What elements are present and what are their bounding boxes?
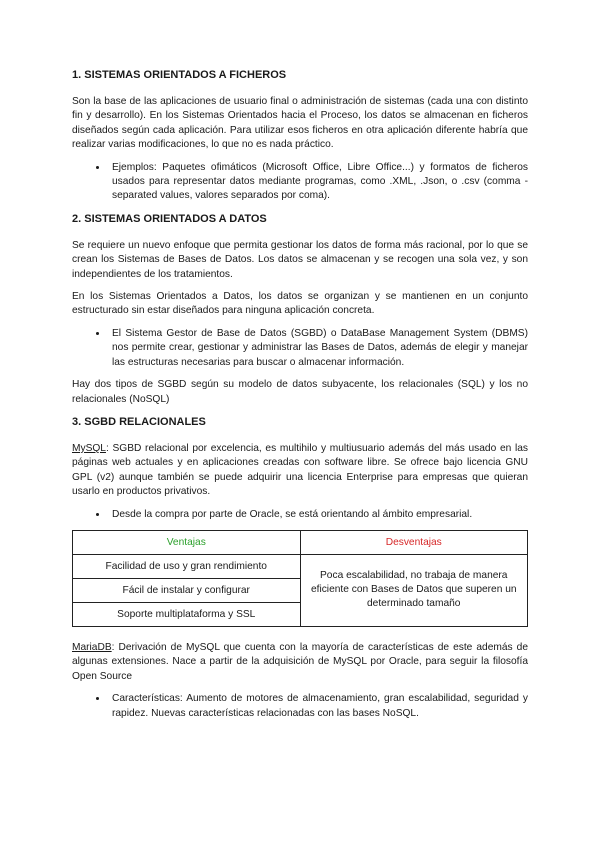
table-row [73, 554, 528, 578]
section-1-list [72, 161, 528, 204]
mariadb-term: MariaDB [72, 641, 112, 653]
table-header-row [73, 530, 528, 554]
desventaja-cell: Poca escalabilidad, no trabaja de manera eficiente con Bases de Datos que superen un determinado tamaño [300, 554, 528, 626]
section-2-bullet: • El Sistema Gestor de Base de Datos (SGBD) o DataBase Management System (DBMS) nos permite crear, gestionar y administrar las Bases de Datos, además de elegir y manejar las estructuras necesarias para buscar o almacenar información. [108, 327, 528, 370]
mysql-text: : SGBD relacional por excelencia, es multihilo y multiusuario además del más usado en las páginas web actuales y en aplicaciones creadas con software libre. Se ofrece bajo licencia GNU GPL (v2) aunque también se puede adquirir una licencia Enterprise para empresas que quieran usarlo en productos privativos. [72, 442, 528, 498]
ventaja-cell-2: Fácil de instalar y configurar [73, 578, 301, 602]
mariadb-paragraph [72, 641, 528, 684]
ventaja-cell-1: Facilidad de uso y gran rendimiento [73, 554, 301, 578]
section-2-heading: 2. SISTEMAS ORIENTADOS A DATOS [72, 212, 267, 225]
mysql-list [72, 508, 528, 522]
document-page [72, 68, 528, 729]
ventaja-cell-3: Soporte multiplataforma y SSL [73, 602, 301, 626]
mysql-bullet: • Desde la compra por parte de Oracle, se está orientando al ámbito empresarial. [108, 508, 528, 522]
mariadb-bullet: • Características: Aumento de motores de almacenamiento, gran escalabilidad, seguridad y rapidez. Nuevas características relacionadas con las bases NoSQL. [108, 692, 528, 721]
section-2-paragraph-2: En los Sistemas Orientados a Datos, los datos se organizan y se mantienen en un conjunto estructurado sin estar diseñados para ninguna aplicación concreta. [72, 291, 528, 317]
section-2-paragraph-1: Se requiere un nuevo enfoque que permita gestionar los datos de forma más racional, por lo que se crean los Sistemas de Bases de Datos. Los datos se almacenan y se recogen una sola vez, y son independientes de los tratamientos. [72, 239, 528, 280]
mariadb-text: : Derivación de MySQL que cuenta con la mayoría de características de este además de algunas extensiones. Nace a partir de la adquisición de MySQL por Oracle, para seguir la filosofía Open Source [72, 641, 528, 682]
header-ventajas: Ventajas [73, 530, 301, 554]
mysql-paragraph [72, 442, 528, 500]
mysql-term: MySQL [72, 442, 106, 454]
mysql-pros-cons-table [72, 530, 528, 627]
header-desventajas: Desventajas [300, 530, 528, 554]
section-1-heading: 1. SISTEMAS ORIENTADOS A FICHEROS [72, 69, 287, 81]
section-2-list [72, 327, 528, 370]
section-1-bullet: • Ejemplos: Paquetes ofimáticos (Microsoft Office, Libre Office...) y formatos de ficheros usados para representar datos mediante programas, como .XML, .Json, o .csv (comma - separated values, valores separados por coma). [108, 161, 528, 204]
section-2-paragraph-3: Hay dos tipos de SGBD según su modelo de datos subyacente, los relacionales (SQL) y los no relacionales (NoSQL) [72, 379, 528, 405]
section-1-paragraph: Son la base de las aplicaciones de usuario final o administración de sistemas (cada una con distinto fin y desarrollo). En los Sistemas Orientados hacia el Proceso, los datos se almacenan en ficheros diseñados según cada aplicación. Para utilizar esos ficheros en otra aplicación diferente habría que realizar varias modificaciones, lo que no es nada práctico. [72, 96, 528, 151]
section-3-heading: 3. SGBD RELACIONALES [72, 415, 206, 428]
mariadb-list [72, 692, 528, 721]
